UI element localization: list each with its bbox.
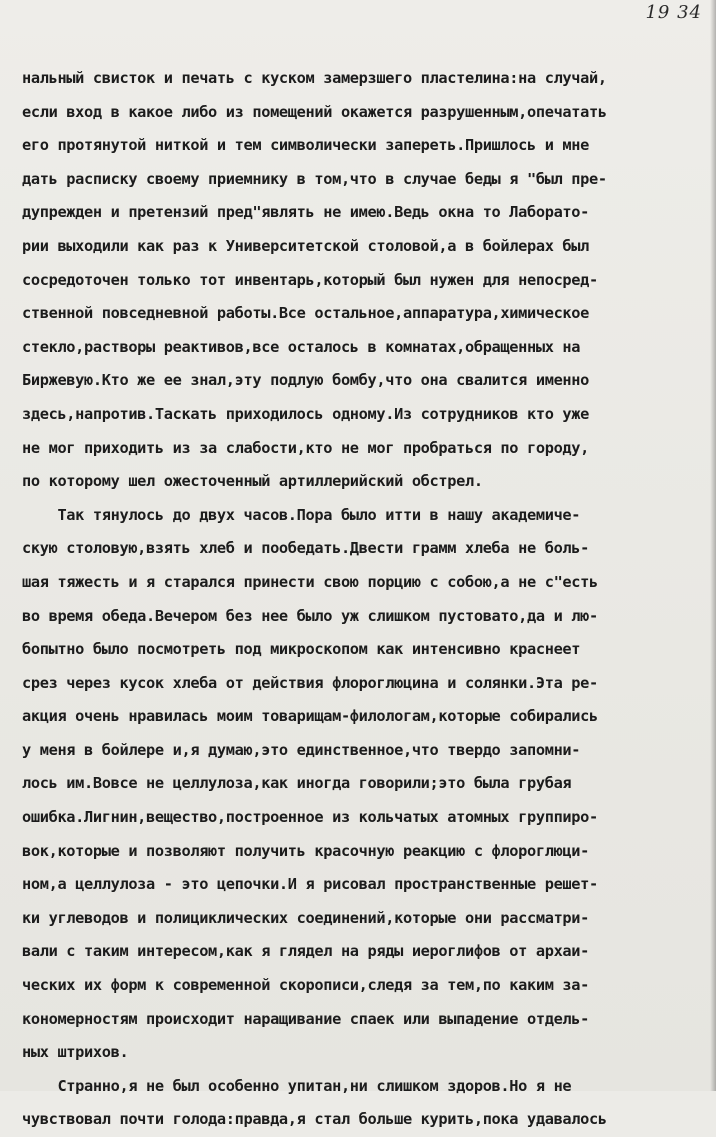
text-line: вок,которые и позволяют получить красочную реакцию с флороглюци- <box>22 841 590 860</box>
text-line: не мог приходить из за слабости,кто не мог пробраться по городу, <box>22 438 590 457</box>
text-line: если вход в какое либо из помещений окажется разрушенным,опечатать <box>22 102 607 121</box>
text-line: бопытно было посмотреть под микроскопом как интенсивно краснеет <box>22 640 581 659</box>
text-line: нальный свисток и печать с куском замерзшего пластелина:на случай, <box>22 69 607 87</box>
text-line: срез через кусок хлеба от действия флороглюцина и солянки.Эта ре- <box>22 673 598 692</box>
text-line: скую столовую,взять хлеб и пообедать.Двести грамм хлеба не боль- <box>22 539 590 558</box>
text-line: здесь,напротив.Таскать приходилось одному.Из сотрудников кто уже <box>22 404 590 423</box>
text-line: чувствовал почти голода:правда,я стал больше курить,пока удавалось <box>22 1110 607 1129</box>
page-number: 19 34 <box>645 2 702 23</box>
text-line: Биржевую.Кто же ее знал,эту подлую бомбу,что она свалится именно <box>22 371 590 390</box>
text-line: вали с таким интересом,как я глядел на ряды иероглифов от архаи- <box>22 942 590 961</box>
text-line: ных штрихов. <box>22 1043 129 1062</box>
text-line: дать расписку своему приемнику в том,что в случае беды я "был пре- <box>22 169 607 188</box>
text-line: дупрежден и претензий пред"являть не имею.Ведь окна то Лаборато- <box>22 203 590 222</box>
text-line: по которому шел ожесточенный артиллерийский обстрел. <box>22 472 483 491</box>
text-line: лось им.Вовсе не целлулоза,как иногда говорили;это была грубая <box>22 774 572 793</box>
text-line: стекло,растворы реактивов,все осталось в комнатах,обращенных на <box>22 337 581 356</box>
text-line: во время обеда.Вечером без нее было уж слишком пустовато,да и лю- <box>22 606 598 625</box>
text-line: ственной повседневной работы.Все остальное,аппаратура,химическое <box>22 304 590 323</box>
text-line: ки углеводов и полициклических соединений,которые они рассматри- <box>22 908 590 927</box>
page-edge-shadow <box>710 0 716 1091</box>
text-line: Странно,я не был особенно упитан,ни слишком здоров.Но я не <box>22 1076 572 1095</box>
text-line: его протянутой ниткой и тем символически запереть.Пришлось и мне <box>22 136 590 155</box>
typewritten-text <box>22 62 712 1137</box>
text-line: рии выходили как раз к Университетской столовой,а в бойлерах был <box>22 236 590 255</box>
text-line: Так тянулось до двух часов.Пора было итти в нашу академиче- <box>22 505 581 524</box>
text-line: кономерностям происходит наращивание спаек или выпадение отдель- <box>22 1009 590 1028</box>
text-line: шая тяжесть и я старался принести свою порцию с собою,а не с"есть <box>22 572 598 591</box>
text-line: ческих их форм к современной скорописи,следя за тем,по каким за- <box>22 976 590 995</box>
text-line: ошибка.Лигнин,вещество,построенное из кольчатых атомных группиро- <box>22 808 598 827</box>
text-line: у меня в бойлере и,я думаю,это единственное,что твердо запомни- <box>22 740 581 759</box>
text-line: акция очень нравилась моим товарищам-филологам,которые собирались <box>22 707 598 726</box>
text-line: ном,а целлулоза - это цепочки.И я рисовал пространственные решет- <box>22 875 598 894</box>
text-line: сосредоточен только тот инвентарь,который был нужен для непосред- <box>22 270 598 289</box>
